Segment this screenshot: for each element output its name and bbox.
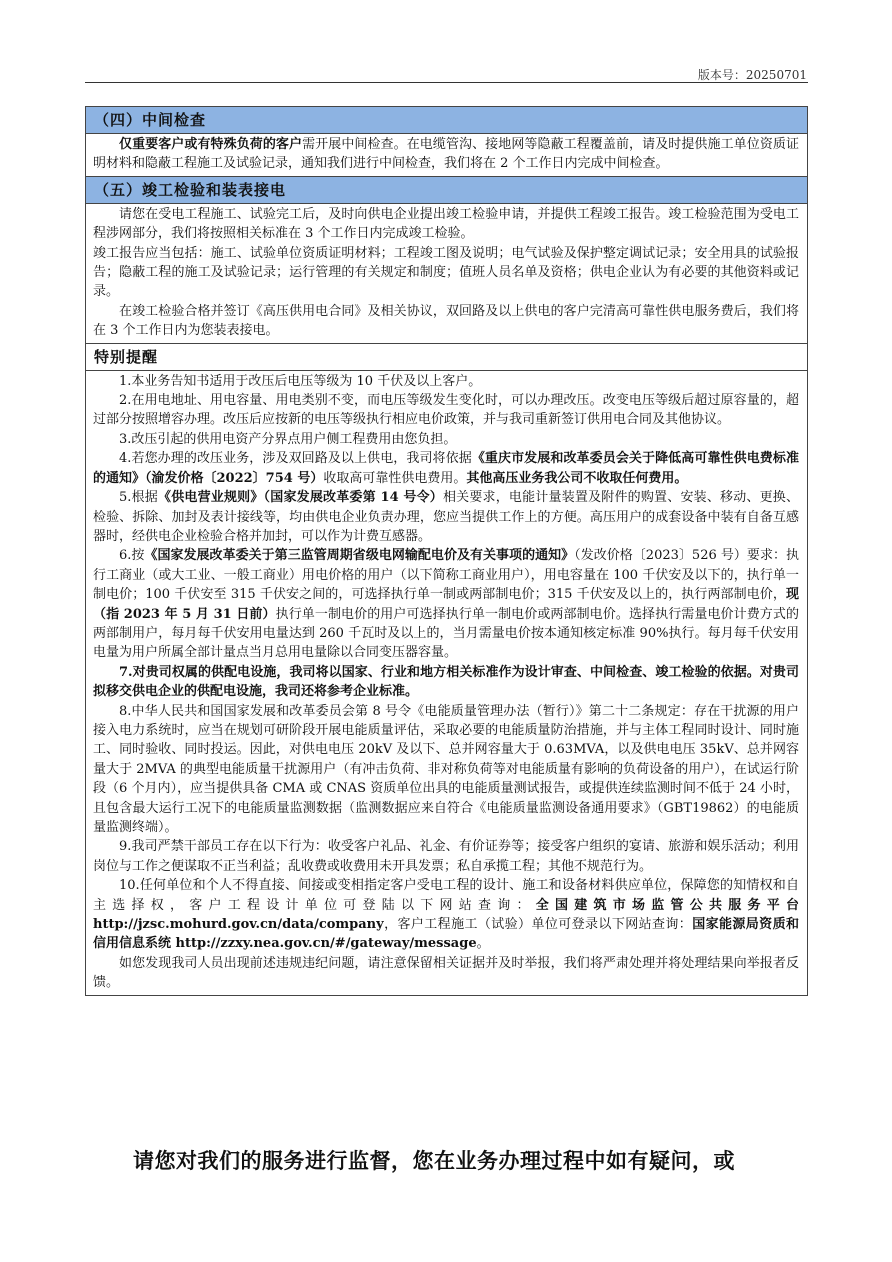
section-5-paragraph-3: 在竣工检验合格并签订《高压供用电合同》及相关协议，双回路及以上供电的客户完清高可靠性供电服务费后，我们将在 3 个工作日内为您装表接电。: [93, 303, 799, 339]
note-8: 8.中华人民共和国国家发展和改革委员会第 8 号令《电能质量管理办法（暂行）》第二十二条规定：存在干扰源的用户接入电力系统时，应当在规划可研阶段开展电能质量评估，采取必要的电能质量防治措施，并与主体工程同时设计、同时施工、同时验收、同时投运。因此，对供电电压 20kV 及以下、总并网容量大于 0.63MVA，以及供电电压 35kV、总并网容量大于 2MVA 的典型电能质量干扰源用户（有冲击负荷、非对称负荷等对电能质量有影响的负荷设备的用户），在试运行阶段（6 个月内），应当提供具备 CMA 或 CNAS 资质单位出具的电能质量测试报告，或提供连续监测时间不低于 24 小时，且包含最大运行工况下的电能质量监测数据（监测数据应来自符合《电能质量监测设备通用要求》（GBT19862）的电能质量监测终端）。: [93, 703, 799, 835]
nea-link[interactable]: 国家能源局资质和信用信息系统 http://zzxy.nea.gov.cn/#/gateway/message: [93, 917, 799, 952]
note-9: 9.我司严禁干部员工存在以下行为：收受客户礼品、礼金、有价证券等；接受客户组织的宴请、旅游和娱乐活动；利用岗位与工作之便谋取不正当利益；乱收费或收费用未开具发票；私自承揽工程；其他不规范行为。: [93, 839, 799, 874]
note-5: 5.根据《供电营业规则》（国家发展改革委第 14 号令）相关要求，电能计量装置及附件的购置、安装、移动、更换、检验、拆除、加封及表计接线等，均由供电企业负责办理，您应当提供工作上的方便。高压用户的成套设备中装有自备互感器时，经供电企业检验合格并加封，可以作为计费互感器。: [93, 490, 799, 544]
note-6: 6.按《国家发展改革委关于第三监管周期省级电网输配电价及有关事项的通知》（发改价格〔2023〕526 号）要求：执行工商业（或大工业、一般工商业）用电价格的用户（以下简称工商业用户），用电容量在 100 千伏安及以下的，执行单一制电价；100 千伏安至 315 千伏安之间的，可选择执行单一制或两部制电价；315 千伏安及以上的，执行两部制电价，现（指 2023 年 5 月 31 日前）执行单一制电价的用户可选择执行单一制电价或两部制电价。选择执行需量电价计费方式的两部制用户，每月每千伏安用电量达到 260 千瓦时及以上的，当月需量电价按本通知核定标准 90%执行。每月每千伏安用电量为用户所属全部计量点当月总用电量除以合同变压器容量。: [93, 548, 800, 661]
note-3: 3.改压引起的供用电资产分界点用户侧工程费用由您负担。: [119, 431, 457, 447]
section-4-title: （四）中间检查: [86, 107, 807, 134]
note-10: 10.任何单位和个人不得直接、间接或变相指定客户受电工程的设计、施工和设备材料供应单位，保障您的知情权和自主选择权，客户工程设计单位可登陆以下网站查询：全国建筑市场监管公共服务平台 http://jzsc.mohurd.gov.cn/data/company，客户工程施工（试验）单位可登录以下网站查询：国家能源局资质和信用信息系统 http://zzxy.nea.gov.cn/#/gateway/message。: [93, 878, 799, 952]
section-4-body: [86, 134, 807, 177]
section-5-paragraph-1: 请您在受电工程施工、试验完工后，及时向供电企业提出竣工检验申请，并提供工程竣工报告。竣工检验范围为受电工程涉网部分，我们将按照相关标准在 3 个工作日内完成竣工检验。: [93, 206, 799, 242]
section-5-paragraph-2: 竣工报告应当包括：施工、试验单位资质证明材料；工程竣工图及说明；电气试验及保护整定调试记录；安全用具的试验报告；隐蔽工程的施工及试验记录；运行管理的有关规定和制度；值班人员名单及资格；供电企业认为有必要的其他资料或记录。: [93, 245, 799, 300]
supervision-note: 请您对我们的服务进行监督，您在业务办理过程中如有疑问，或: [133, 1148, 735, 1173]
header-rule: [85, 82, 808, 83]
notes-body: [86, 371, 807, 995]
note-2: 2.在用电地址、用电容量、用电类别不变，而电压等级发生变化时，可以办理改压。改变电压等级后超过原容量的，超过部分按照增容办理。改压后应按新的电压等级执行相应电价政策，并与我司重新签订供用电合同及其他协议。: [93, 393, 799, 428]
section-5-title: （五）竣工检验和装表接电: [86, 177, 807, 204]
notes-title: 特别提醒: [86, 344, 807, 371]
notice-table: [85, 106, 808, 996]
section-5-body: [86, 204, 807, 344]
version-number: 版本号：20250701: [697, 68, 807, 82]
note-report: 如您发现我司人员出现前述违规违纪问题，请注意保留相关证据并及时举报，我们将严肃处理并将处理结果向举报者反馈。: [93, 955, 799, 991]
section-4-paragraph: 仅重要客户或有特殊负荷的客户需开展中间检查。在电缆管沟、接地网等隐蔽工程覆盖前，请及时提供施工单位资质证明材料和隐蔽工程施工及试验记录，通知我们进行中间检查，我们将在 2 个工作日内完成中间检查。: [93, 137, 799, 172]
important-customer-text: 仅重要客户或有特殊负荷的客户: [119, 137, 303, 152]
note-7: 7.对贵司权属的供配电设施，我司将以国家、行业和地方相关标准作为设计审查、中间检查、竣工检验的依据。对贵司拟移交供电企业的供配电设施，我司还将参考企业标准。: [93, 664, 799, 700]
note-1: 1.本业务告知书适用于改压后电压等级为 10 千伏及以上客户。: [119, 373, 482, 389]
note-4: 4.若您办理的改压业务，涉及双回路及以上供电，我司将依据《重庆市发展和改革委员会关于降低高可靠性供电费标准的通知》（渝发价格〔2022〕754 号）收取高可靠性供电费用。其他高压业务我公司不收取任何费用。: [93, 451, 799, 486]
jzsc-link[interactable]: 全国建筑市场监管公共服务平台 http://jzsc.mohurd.gov.cn/data/company: [93, 897, 799, 933]
